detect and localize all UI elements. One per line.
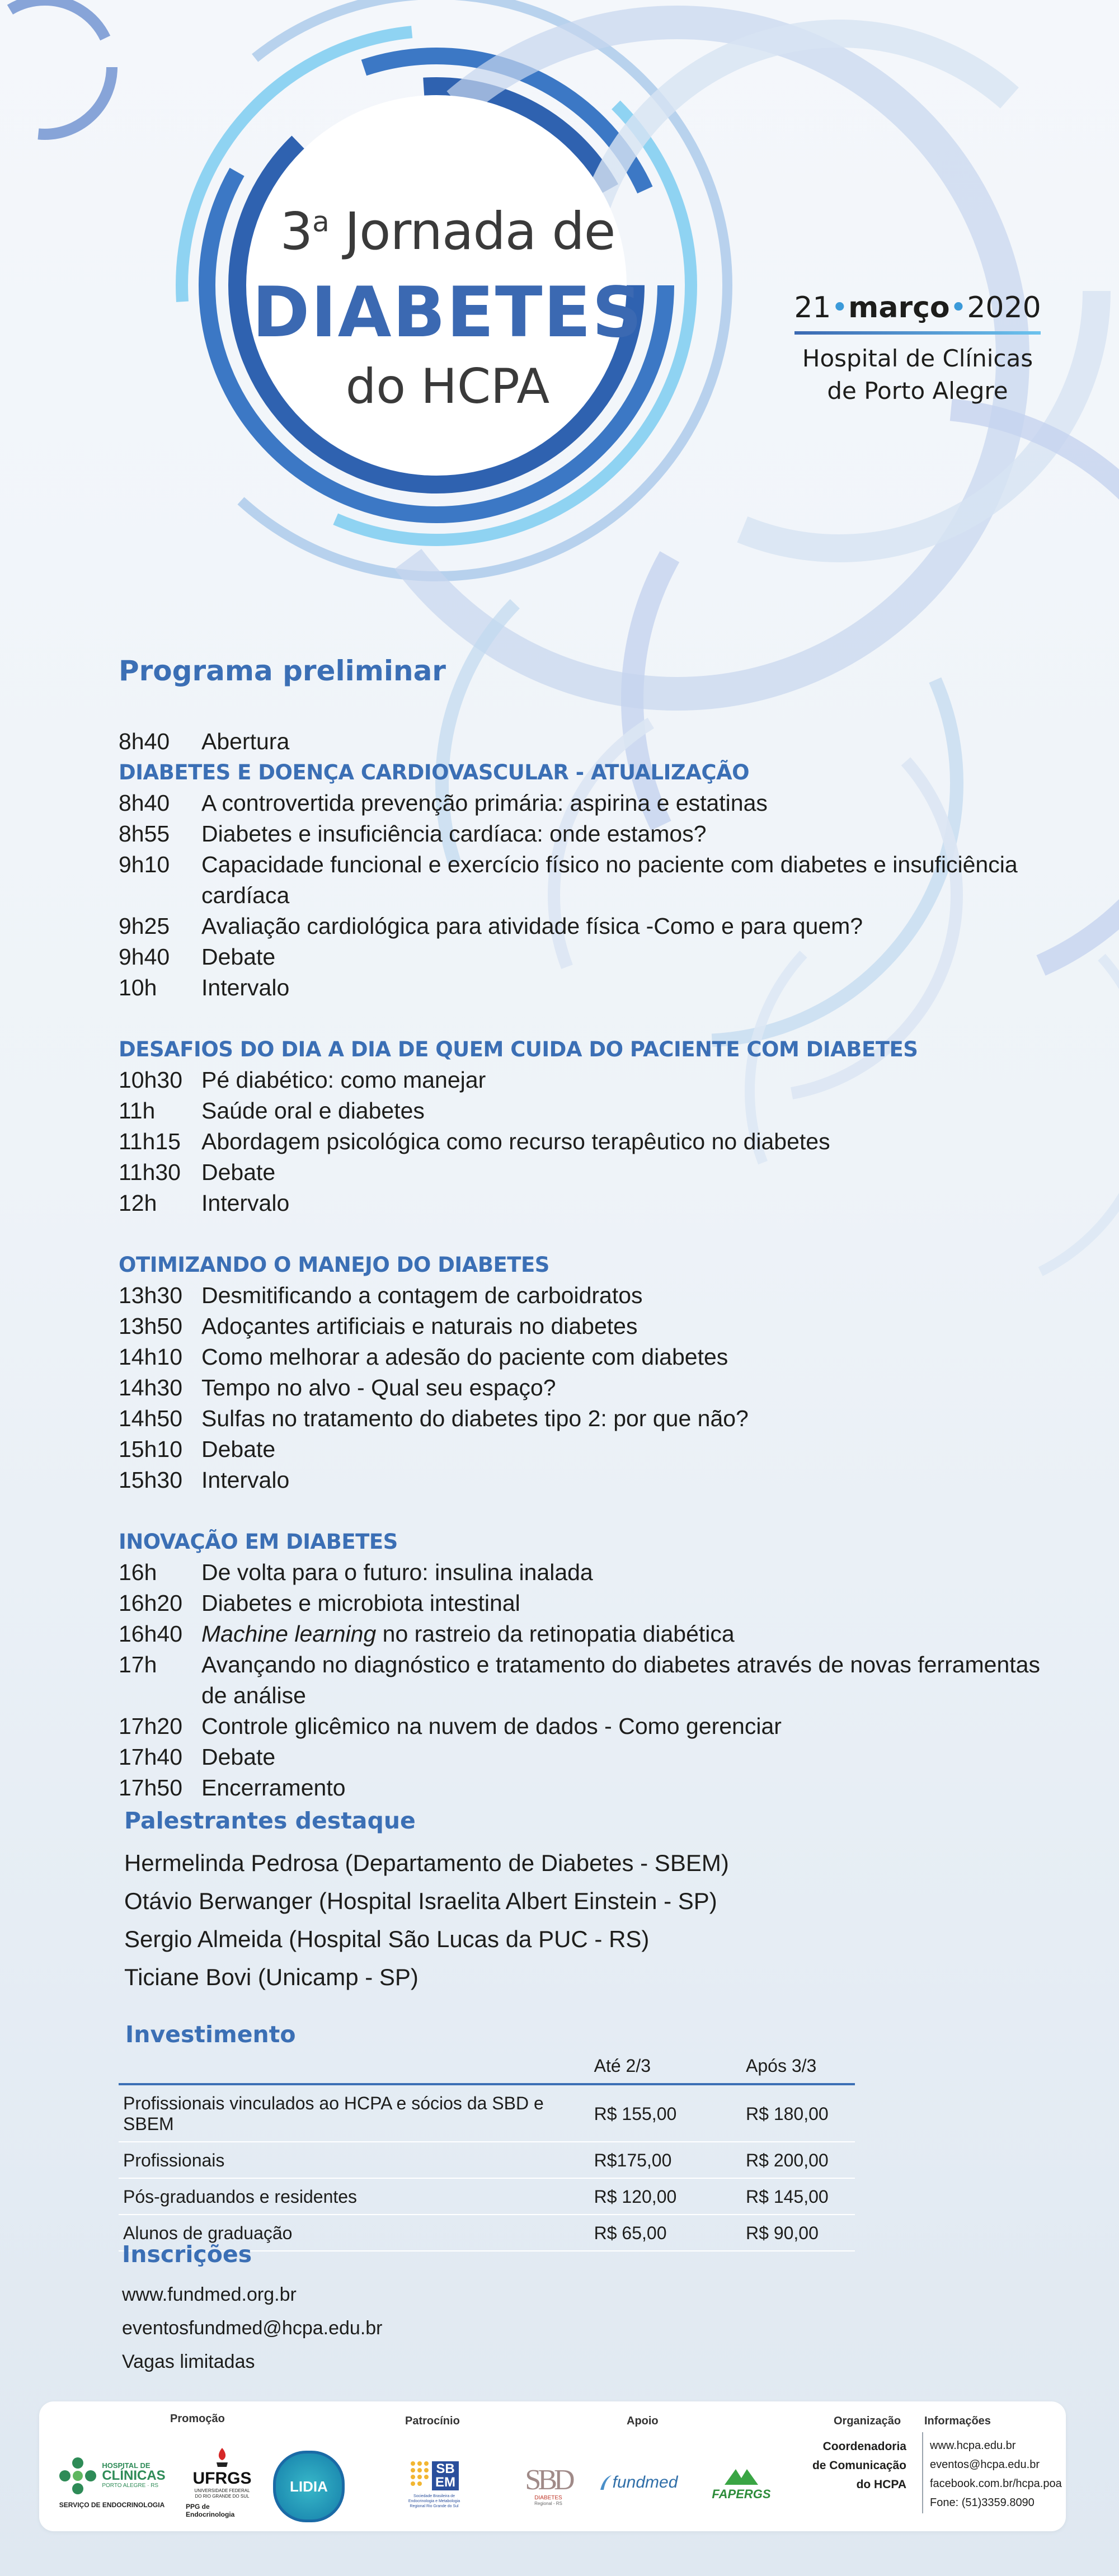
schedule-time: 17h40 (119, 1744, 183, 1770)
registration-email-link[interactable]: eventosfundmed@hcpa.edu.br (122, 2318, 383, 2339)
schedule-topic: Diabetes e insuficiência cardíaca: onde estamos? (201, 821, 707, 847)
event-date (783, 291, 1052, 325)
event-title (229, 201, 666, 415)
venue-line-2: de Porto Alegre (827, 377, 1008, 405)
table-row (119, 2084, 855, 2142)
schedule-time: 16h40 (119, 1621, 183, 1647)
hcpa-logo-line3: PORTO ALEGRE · RS (102, 2483, 159, 2489)
topic-rest: no rastreio da retinopatia diabética (376, 1621, 735, 1647)
schedule-topic: Controle glicêmico na nuvem de dados - Como gerenciar (201, 1713, 782, 1739)
organization-line: de Comunicação (812, 2459, 906, 2472)
schedule-topic: Tempo no alvo - Qual seu espaço? (201, 1375, 556, 1400)
schedule-topic: Intervalo (201, 1467, 290, 1493)
ufrgs-flame-icon (211, 2447, 233, 2469)
schedule-time: 14h30 (119, 1375, 183, 1400)
title-ordinal-suffix: a (312, 205, 329, 238)
speaker-item: Otávio Berwanger (Hospital Israelita Albert Einstein - SP) (124, 1888, 717, 1914)
schedule-time: 9h25 (119, 913, 170, 939)
registration-heading: Inscrições (122, 2241, 252, 2268)
category-cell: Alunos de graduação (119, 2215, 590, 2251)
label-support: Apoio (627, 2415, 659, 2427)
sbem-badge (432, 2461, 459, 2490)
schedule-topic: Debate (201, 1159, 276, 1185)
schedule-topic: Abertura (201, 728, 290, 754)
schedule-topic: Encerramento (201, 1775, 346, 1801)
ufrgs-sub-line1: UNIVERSIDADE FEDERAL (194, 2488, 250, 2493)
event-year: 2020 (967, 291, 1041, 325)
lidia-logo (273, 2451, 345, 2522)
schedule-row (119, 1372, 1070, 1403)
title-diabetes: DIABETES (252, 272, 643, 353)
title-line-1 (229, 201, 666, 261)
schedule-topic (201, 1619, 1070, 1649)
sbem-logo (395, 2451, 473, 2518)
section-title: INOVAÇÃO EM DIABETES (119, 1530, 398, 1554)
schedule-time: 9h40 (119, 944, 170, 970)
category-cell: Pós-graduandos e residentes (119, 2178, 590, 2215)
organization-text (794, 2437, 906, 2494)
info-website-link[interactable]: www.hcpa.edu.br (930, 2439, 1016, 2452)
sbd-sub: DIABETES (534, 2495, 562, 2501)
spacer (119, 1496, 1070, 1526)
table-row (119, 2142, 855, 2178)
fapergs-leaf-icon (719, 2465, 764, 2487)
speaker-item: Sergio Almeida (Hospital São Lucas da PUC - RS) (124, 1926, 650, 1952)
schedule-topic: Avaliação cardiológica para atividade física -Como e para quem? (201, 913, 863, 939)
schedule-time: 12h (119, 1190, 157, 1216)
hcpa-cross-icon (58, 2456, 97, 2495)
schedule-time: 10h (119, 975, 157, 1000)
sponsors-footer (39, 2401, 1066, 2531)
schedule-row (119, 788, 1070, 819)
column-header (119, 2053, 590, 2084)
schedule-row (119, 942, 1070, 972)
schedule-time: 8h40 (119, 790, 170, 816)
category-cell: Profissionais vinculados ao HCPA e sócios da SBD e SBEM (119, 2084, 590, 2142)
schedule-time: 15h10 (119, 1436, 183, 1462)
schedule-time: 13h30 (119, 1282, 183, 1308)
schedule-row (119, 1434, 1070, 1465)
schedule-row (119, 1126, 1070, 1157)
program-schedule (119, 655, 1070, 1803)
schedule-row (119, 1280, 1070, 1311)
schedule-row (119, 849, 1070, 911)
schedule-time: 11h (119, 1098, 156, 1124)
schedule-row (119, 1588, 1070, 1619)
speaker-item: Ticiane Bovi (Unicamp - SP) (124, 1964, 419, 1990)
column-header-after-3-3: Após 3/3 (746, 2056, 817, 2076)
organization-line: do HCPA (856, 2478, 906, 2491)
dot-separator: • (949, 291, 967, 325)
sbem-badge-line2: EM (435, 2474, 455, 2490)
registration-section (122, 2241, 626, 2378)
schedule-time: 11h30 (119, 1159, 181, 1185)
sbd-mark: SBD (525, 2464, 572, 2496)
schedule-topic: Abordagem psicológica como recurso terapêutico no diabetes (201, 1129, 830, 1154)
schedule-topic: Intervalo (201, 975, 290, 1000)
info-phone: Fone: (51)3359.8090 (930, 2497, 1035, 2509)
price-cell: R$ 90,00 (741, 2215, 855, 2251)
schedule-time: 8h40 (119, 728, 170, 754)
schedule-time: 16h20 (119, 1590, 183, 1616)
sbem-dots-icon (410, 2460, 432, 2492)
ufrgs-ppg-text: PPG de Endocrinologia (186, 2503, 235, 2518)
schedule-row (119, 911, 1070, 942)
schedule-time: 17h20 (119, 1713, 183, 1739)
spacer (119, 1219, 1070, 1249)
label-sponsorship: Patrocínio (405, 2415, 460, 2427)
ufrgs-sub-line2: DO RIO GRANDE DO SUL (195, 2494, 250, 2499)
schedule-row (119, 1188, 1070, 1219)
schedule-topic: Diabetes e microbiota intestinal (201, 1590, 520, 1616)
sbd-region: Regional - RS (534, 2501, 562, 2506)
price-cell: R$ 155,00 (590, 2084, 741, 2142)
fapergs-logo (697, 2455, 786, 2511)
schedule-time: 16h (119, 1559, 157, 1585)
sbd-logo (509, 2455, 587, 2517)
speaker-item: Hermelinda Pedrosa (Departamento de Diabetes - SBEM) (124, 1850, 729, 1876)
schedule-row (119, 1157, 1070, 1188)
price-cell: R$ 200,00 (741, 2142, 855, 2178)
schedule-row (119, 1773, 1070, 1803)
hcpa-logo-mark (58, 2456, 165, 2495)
price-cell: R$ 120,00 (590, 2178, 741, 2215)
event-month: março (848, 291, 950, 325)
schedule-row (119, 1557, 1070, 1588)
speakers-heading: Palestrantes destaque (124, 1807, 416, 1834)
footer-divider (922, 2432, 923, 2513)
schedule-time: 13h50 (119, 1313, 183, 1339)
price-table-header (119, 2053, 855, 2084)
dot-separator: • (831, 291, 849, 325)
schedule-topic: Como melhorar a adesão do paciente com diabetes (201, 1344, 728, 1370)
table-row (119, 2178, 855, 2215)
section-title: DIABETES E DOENÇA CARDIOVASCULAR - ATUALIZAÇÃO (119, 760, 750, 784)
schedule-topic: Avançando no diagnóstico e tratamento do diabetes através de novas ferramentas de análise (201, 1652, 1040, 1708)
contact-info (930, 2436, 1064, 2512)
fapergs-text: FAPERGS (712, 2487, 771, 2501)
fundmed-swoosh-icon (598, 2473, 613, 2492)
label-promotion: Promoção (170, 2413, 225, 2425)
schedule-row (119, 1311, 1070, 1342)
schedule-topic: Capacidade funcional e exercício físico no paciente com diabetes e insuficiência cardíaca (201, 852, 1018, 908)
ufrgs-logo (186, 2446, 258, 2519)
schedule-topic: Debate (201, 1436, 276, 1462)
schedule-row (119, 1742, 1070, 1773)
schedule-row (119, 726, 1070, 757)
schedule-topic: Sulfas no tratamento do diabetes tipo 2: por que não? (201, 1405, 749, 1431)
lidia-text: LIDIA (290, 2478, 328, 2495)
schedule-row (119, 1403, 1070, 1434)
date-divider (794, 331, 1041, 335)
section-title: OTIMIZANDO O MANEJO DO DIABETES (119, 1253, 549, 1277)
ufrgs-sub (194, 2488, 250, 2499)
sbem-badge-line1: SB (436, 2461, 455, 2476)
info-facebook-link[interactable]: facebook.com.br/hcpa.poa (930, 2478, 1062, 2490)
column-header-until-2-3: Até 2/3 (594, 2056, 651, 2076)
schedule-time: 15h30 (119, 1467, 183, 1493)
schedule-row (119, 1065, 1070, 1096)
schedule-row (119, 972, 1070, 1003)
schedule-topic: De volta para o futuro: insulina inalada (201, 1559, 593, 1585)
schedule-time: 11h15 (119, 1129, 181, 1154)
schedule-topic: Intervalo (201, 1190, 290, 1216)
schedule-topic: Desmitificando a contagem de carboidratos (201, 1282, 643, 1308)
schedule-topic: Debate (201, 944, 276, 970)
schedule-time: 17h50 (119, 1775, 183, 1801)
organization-line: Coordenadoria (822, 2440, 906, 2453)
hcpa-logo-line2: CLÍNICAS (102, 2468, 166, 2483)
title-do-hcpa: do HCPA (345, 359, 550, 415)
section-title: DESAFIOS DO DIA A DIA DE QUEM CUIDA DO PACIENTE COM DIABETES (119, 1037, 918, 1061)
hcpa-logo (56, 2452, 168, 2513)
schedule-time: 14h50 (119, 1405, 183, 1431)
topic-italic-part: Machine learning (201, 1621, 377, 1647)
schedule-time: 17h (119, 1652, 157, 1677)
registration-website-link[interactable]: www.fundmed.org.br (122, 2284, 297, 2305)
schedule-topic: Debate (201, 1744, 276, 1770)
schedule-row (119, 819, 1070, 849)
schedule-time: 14h10 (119, 1344, 183, 1370)
schedule-row (119, 1649, 1070, 1711)
price-cell: R$ 65,00 (590, 2215, 741, 2251)
schedule-time: 10h30 (119, 1067, 183, 1093)
program-heading: Programa preliminar (119, 655, 446, 687)
event-date-venue (783, 291, 1052, 407)
schedule-topic: A controvertida prevenção primária: aspirina e estatinas (201, 790, 768, 816)
schedule-row (119, 1711, 1070, 1742)
schedule-row (119, 1465, 1070, 1496)
ufrgs-text: UFRGS (192, 2469, 252, 2488)
info-email-link[interactable]: eventos@hcpa.edu.br (930, 2459, 1040, 2471)
title-ordinal: 3 (280, 201, 313, 261)
event-day: 21 (794, 291, 831, 325)
schedule-topic: Saúde oral e diabetes (201, 1098, 425, 1124)
schedule-topic: Pé diabético: como manejar (201, 1067, 486, 1093)
price-cell: R$ 145,00 (741, 2178, 855, 2215)
schedule-topic: Adoçantes artificiais e naturais no diabetes (201, 1313, 638, 1339)
venue-line-1: Hospital de Clínicas (802, 345, 1033, 372)
limited-spots-note: Vagas limitadas (122, 2351, 255, 2372)
schedule-row (119, 1619, 1070, 1649)
schedule-row (119, 1342, 1070, 1372)
label-information: Informações (924, 2415, 991, 2427)
featured-speakers (124, 1807, 963, 1996)
title-jornada-de: Jornada de (328, 201, 615, 261)
sbem-sub-text: Sociedade Brasileira de Endocrinologia e Metabologia Regional Rio Grande do Sul (408, 2494, 460, 2508)
hcpa-dept-text: SERVIÇO DE ENDOCRINOLOGIA (59, 2501, 165, 2509)
spacer (119, 1003, 1070, 1034)
schedule-row (119, 1096, 1070, 1126)
schedule-time: 8h55 (119, 821, 170, 847)
investment-section (119, 2021, 855, 2251)
investment-heading: Investimento (125, 2021, 296, 2048)
price-cell: R$ 180,00 (741, 2084, 855, 2142)
fundmed-logo (590, 2463, 685, 2502)
price-cell: R$175,00 (590, 2142, 741, 2178)
schedule-time: 9h10 (119, 852, 170, 877)
category-cell: Profissionais (119, 2142, 590, 2178)
price-table (119, 2053, 855, 2251)
hcpa-logo-line1: HOSPITAL DE (102, 2461, 151, 2470)
fundmed-text: fundmed (612, 2473, 678, 2492)
label-organization: Organização (834, 2415, 901, 2427)
